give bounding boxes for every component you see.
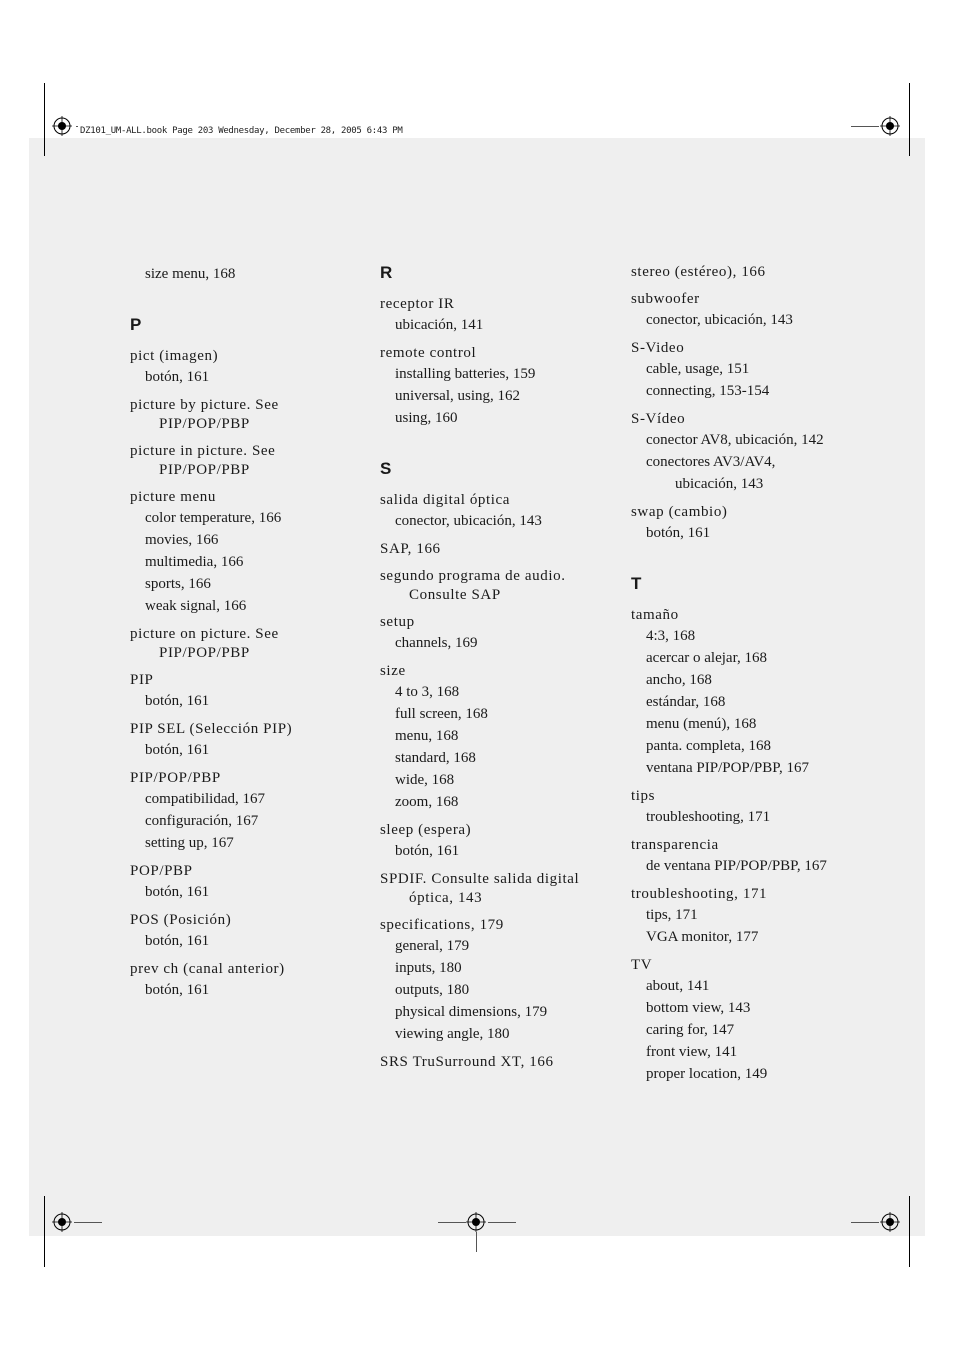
index-term [631, 503, 871, 522]
index-entry [631, 339, 871, 402]
index-term-text: PIP SEL (Selección PIP) [130, 721, 293, 737]
index-entry [130, 911, 370, 952]
index-subentry: ancho, 168 [646, 672, 712, 688]
index-subentry: conector, ubicación, 143 [395, 513, 542, 529]
index-term [631, 339, 871, 358]
index-term [380, 662, 620, 681]
index-term [631, 410, 871, 429]
index-entry [631, 885, 871, 948]
index-term-text: specifications, 179 [380, 917, 504, 933]
index-term-text: stereo (estéreo), 166 [631, 264, 766, 280]
index-term-text: subwoofer [631, 291, 700, 307]
index-subentry: 4 to 3, 168 [395, 684, 460, 700]
index-term [380, 870, 620, 908]
crop-mark [909, 83, 910, 156]
index-subentry: size menu, 168 [145, 266, 236, 282]
index-term-text: POP/PBP [130, 863, 193, 879]
index-term-text: remote control [380, 345, 477, 361]
index-term-continuation: PIP/POP/PBP [159, 645, 250, 661]
index-subentry: 4:3, 168 [646, 628, 696, 644]
index-term [380, 295, 620, 314]
index-term [130, 911, 370, 930]
index-term-text: prev ch (canal anterior) [130, 961, 285, 977]
index-subentry: using, 160 [395, 410, 458, 426]
crop-mark [44, 83, 45, 156]
index-term-text: troubleshooting, 171 [631, 886, 768, 902]
index-term [380, 491, 620, 510]
index-term-continuation: PIP/POP/PBP [159, 462, 250, 478]
index-entry [380, 821, 620, 862]
index-subentry: panta. completa, 168 [646, 738, 771, 754]
index-subentry: configuración, 167 [145, 813, 259, 829]
index-term [380, 916, 620, 935]
index-entry [130, 625, 370, 663]
index-subentry-text: conectores AV3/AV4, [646, 454, 776, 470]
index-subentry [631, 451, 871, 495]
index-subentry: general, 179 [395, 938, 470, 954]
index-subentry: inputs, 180 [395, 960, 462, 976]
index-subentry: outputs, 180 [395, 982, 470, 998]
index-subentry: front view, 141 [646, 1044, 738, 1060]
index-subentry: ubicación, 141 [395, 317, 484, 333]
index-subentry: proper location, 149 [646, 1066, 768, 1082]
index-subentry: conector, ubicación, 143 [646, 312, 793, 328]
index-entry [130, 960, 370, 1001]
index-subentry: wide, 168 [395, 772, 455, 788]
registration-mark-icon [880, 116, 900, 136]
index-term [130, 625, 370, 663]
index-entry [631, 263, 871, 282]
index-term-text: S-Video [631, 340, 685, 356]
index-subentry: menu (menú), 168 [646, 716, 757, 732]
crop-mark [44, 1196, 45, 1267]
index-term [380, 821, 620, 840]
index-term-text: POS (Posición) [130, 912, 232, 928]
index-entry [380, 344, 620, 429]
index-subentry: caring for, 147 [646, 1022, 735, 1038]
index-subentry: multimedia, 166 [145, 554, 244, 570]
index-column-2 [380, 263, 620, 1080]
index-term [380, 567, 620, 605]
index-subentry: compatibilidad, 167 [145, 791, 265, 807]
index-term-text: segundo programa de audio. [380, 568, 566, 584]
index-entry [380, 491, 620, 532]
index-term-text: swap (cambio) [631, 504, 728, 520]
index-term-continuation: Consulte SAP [409, 587, 501, 603]
index-term-text: setup [380, 614, 415, 630]
index-subentry: estándar, 168 [646, 694, 726, 710]
index-entry [380, 567, 620, 605]
index-subentry: botón, 161 [145, 933, 210, 949]
registration-mark-icon [466, 1212, 486, 1232]
index-subentry: physical dimensions, 179 [395, 1004, 548, 1020]
index-entry [380, 1053, 620, 1072]
index-subentry: sports, 166 [145, 576, 211, 592]
index-term-text: pict (imagen) [130, 348, 219, 364]
index-entry [130, 442, 370, 480]
index-term-text: SRS TruSurround XT, 166 [380, 1054, 554, 1070]
index-subentry: standard, 168 [395, 750, 476, 766]
index-entry [631, 290, 871, 331]
index-term [130, 442, 370, 480]
index-subentry: tips, 171 [646, 907, 698, 923]
index-subentry: troubleshooting, 171 [646, 809, 771, 825]
registration-mark-icon [880, 1212, 900, 1232]
index-entry [130, 862, 370, 903]
index-term-text: receptor IR [380, 296, 455, 312]
index-term-text: PIP [130, 672, 154, 688]
index-subentry: botón, 161 [145, 982, 210, 998]
guide-line [74, 1222, 102, 1223]
index-subentry: movies, 166 [145, 532, 219, 548]
index-term [130, 488, 370, 507]
index-subentry: about, 141 [646, 978, 710, 994]
index-subentry: viewing angle, 180 [395, 1026, 510, 1042]
index-subentry: de ventana PIP/POP/PBP, 167 [646, 858, 827, 874]
index-entry [130, 769, 370, 854]
index-subentry: VGA monitor, 177 [646, 929, 759, 945]
index-term [631, 787, 871, 806]
index-term [130, 671, 370, 690]
guide-line [851, 1222, 879, 1223]
index-term-text: size [380, 663, 406, 679]
index-subentry: botón, 161 [646, 525, 711, 541]
index-entry [130, 488, 370, 617]
index-entry [631, 956, 871, 1085]
print-header: DZ101_UM-ALL.book Page 203 Wednesday, December 28, 2005 6:43 PM [80, 126, 403, 136]
index-entry [631, 787, 871, 828]
index-term [380, 613, 620, 632]
index-term-text: tamaño [631, 607, 679, 623]
index-term-text: tips [631, 788, 656, 804]
guide-line [476, 1232, 477, 1252]
index-term-text: TV [631, 957, 653, 973]
index-term [631, 885, 871, 904]
index-entry [631, 410, 871, 495]
index-term-text: picture by picture. See [130, 397, 279, 413]
index-subentry: weak signal, 166 [145, 598, 247, 614]
index-term [631, 836, 871, 855]
index-term [130, 396, 370, 434]
index-entry [631, 606, 871, 779]
index-term-continuation: óptica, 143 [409, 890, 483, 906]
index-subentry: ventana PIP/POP/PBP, 167 [646, 760, 809, 776]
index-term-text: salida digital óptica [380, 492, 511, 508]
index-entry [380, 916, 620, 1045]
index-entry [380, 870, 620, 908]
index-entry [130, 263, 370, 285]
index-subentry: bottom view, 143 [646, 1000, 751, 1016]
index-subentry-continuation: ubicación, 143 [675, 476, 764, 492]
index-column-1 [130, 263, 370, 1009]
index-term [130, 960, 370, 979]
index-entry [380, 295, 620, 336]
index-term [631, 956, 871, 975]
index-term [631, 290, 871, 309]
index-subentry: botón, 161 [145, 369, 210, 385]
index-term-text: S-Vídeo [631, 411, 686, 427]
index-term-text: SAP, 166 [380, 541, 441, 557]
index-term-continuation: PIP/POP/PBP [159, 416, 250, 432]
index-subentry: installing batteries, 159 [395, 366, 536, 382]
index-term [380, 344, 620, 363]
index-subentry: menu, 168 [395, 728, 459, 744]
index-subentry: botón, 161 [395, 843, 460, 859]
index-term [130, 769, 370, 788]
index-subentry: conector AV8, ubicación, 142 [646, 432, 824, 448]
section-letter: R [380, 263, 393, 282]
registration-mark-icon [52, 116, 72, 136]
index-subentry: botón, 161 [145, 884, 210, 900]
section-letter: T [631, 574, 642, 593]
index-entry [130, 720, 370, 761]
registration-mark-icon [52, 1212, 72, 1232]
index-subentry: channels, 169 [395, 635, 478, 651]
index-term-text: transparencia [631, 837, 719, 853]
index-term-text: sleep (espera) [380, 822, 472, 838]
index-column-3 [631, 263, 871, 1093]
index-subentry: botón, 161 [145, 742, 210, 758]
index-term [130, 347, 370, 366]
guide-line [438, 1222, 466, 1223]
index-term [130, 720, 370, 739]
index-subentry: color temperature, 166 [145, 510, 282, 526]
index-entry [631, 836, 871, 877]
index-term [130, 862, 370, 881]
guide-line [488, 1222, 516, 1223]
index-entry [130, 396, 370, 434]
index-term [631, 263, 871, 282]
index-term [380, 540, 620, 559]
index-term-text: picture menu [130, 489, 216, 505]
section-letter: S [380, 459, 392, 478]
index-term-text: PIP/POP/PBP [130, 770, 221, 786]
index-subentry: botón, 161 [145, 693, 210, 709]
guide-line [76, 126, 78, 127]
index-term [631, 606, 871, 625]
index-term [380, 1053, 620, 1072]
index-subentry: universal, using, 162 [395, 388, 520, 404]
index-subentry: full screen, 168 [395, 706, 488, 722]
index-entry [631, 503, 871, 544]
index-entry [380, 613, 620, 654]
index-subentry: connecting, 153-154 [646, 383, 770, 399]
section-letter: P [130, 315, 142, 334]
index-term-text: SPDIF. Consulte salida digital [380, 871, 580, 887]
index-term-text: picture in picture. See [130, 443, 276, 459]
index-term-text: picture on picture. See [130, 626, 279, 642]
index-entry [130, 347, 370, 388]
crop-mark [909, 1196, 910, 1267]
index-subentry: zoom, 168 [395, 794, 459, 810]
index-subentry: setting up, 167 [145, 835, 234, 851]
index-entry [380, 662, 620, 813]
index-entry [130, 671, 370, 712]
index-subentry: acercar o alejar, 168 [646, 650, 767, 666]
index-subentry: cable, usage, 151 [646, 361, 750, 377]
index-entry [380, 540, 620, 559]
guide-line [851, 126, 879, 127]
